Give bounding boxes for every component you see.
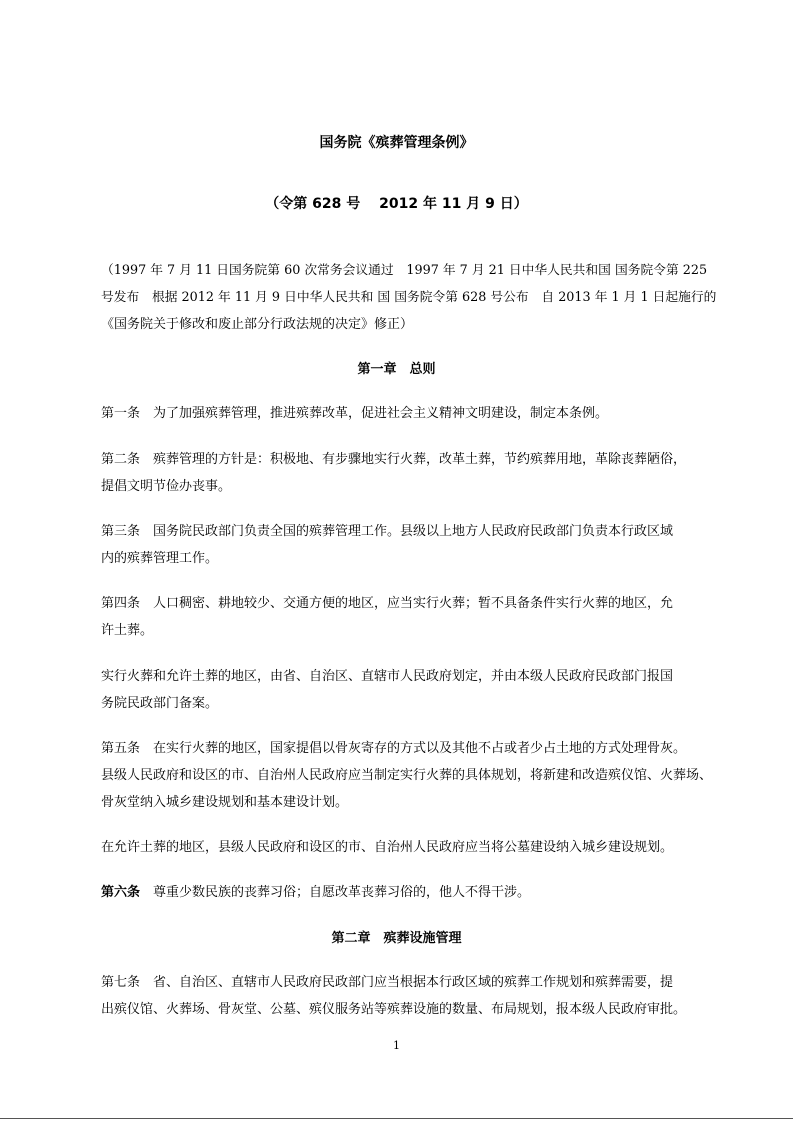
document-subtitle: （令第 628 号 2012 年 11 月 9 日）	[265, 196, 528, 212]
article-6	[101, 884, 530, 901]
article-4-line-2: 许土葬。	[101, 623, 154, 638]
page-bottom-edge	[0, 1118, 793, 1119]
article-6-label: 第六条	[101, 885, 141, 900]
preamble-line-2: 号发布 根据 2012 年 11 月 9 日中华人民共和 国 国务院令第 628 号公布 自 2013 年 1 月 1 日起施行的	[101, 290, 717, 305]
chapter-2-heading: 第二章 殡葬设施管理	[331, 931, 462, 946]
article-6-text: 尊重少数民族的丧葬习俗；自愿改革丧葬习俗的，他人不得干涉。	[140, 885, 531, 900]
article-2-line-2: 提倡文明节俭办丧事。	[101, 479, 232, 494]
article-4b-line-2: 务院民政部门备案。	[101, 696, 219, 711]
article-2-line-1: 第二条 殡葬管理的方针是：积极地、有步骤地实行火葬，改革土葬，节约殡葬用地，革除丧葬陋俗，	[101, 452, 687, 467]
article-5-line-1: 第五条 在实行火葬的地区，国家提倡以骨灰寄存的方式以及其他不占或者少占土地的方式处理骨灰。	[101, 741, 687, 756]
preamble-line-3: 《国务院关于修改和废止部分行政法规的决定》修正）	[101, 317, 414, 332]
article-3-line-2: 内的殡葬管理工作。	[101, 551, 219, 566]
article-4-line-1: 第四条 人口稠密、耕地较少、交通方便的地区，应当实行火葬；暂不具备条件实行火葬的地区，允	[101, 596, 674, 611]
article-4b-line-1: 实行火葬和允许土葬的地区，由省、自治区、直辖市人民政府划定，并由本级人民政府民政部门报国	[101, 669, 674, 684]
page-number: 1	[393, 1039, 400, 1052]
article-5b: 在允许土葬的地区，县级人民政府和设区的市、自治州人民政府应当将公墓建设纳入城乡建设规划。	[101, 840, 674, 855]
preamble-line-1: （1997 年 7 月 11 日国务院第 60 次常务会议通过 1997 年 7 月 21 日中华人民共和国 国务院令第 225	[101, 263, 708, 278]
document-title: 国务院《殡葬管理条例》	[319, 135, 474, 151]
article-5-line-3: 骨灰堂纳入城乡建设规划和基本建设计划。	[101, 795, 349, 810]
article-7-line-1: 第七条 省、自治区、直辖市人民政府民政部门应当根据本行政区域的殡葬工作规划和殡葬需要，提	[101, 975, 674, 990]
article-1: 第一条 为了加强殡葬管理，推进殡葬改革，促进社会主义精神文明建设，制定本条例。	[101, 406, 609, 421]
article-5-line-2: 县级人民政府和设区的市、自治州人民政府应当制定实行火葬的具体规划，将新建和改造殡仪馆、火葬场、	[101, 768, 713, 783]
chapter-1-heading: 第一章 总则	[357, 362, 436, 377]
article-7-line-2: 出殡仪馆、火葬场、骨灰堂、公墓、殡仪服务站等殡葬设施的数量、布局规划，报本级人民政府审批。	[101, 1002, 687, 1017]
article-3-line-1: 第三条 国务院民政部门负责全国的殡葬管理工作。县级以上地方人民政府民政部门负责本行政区域	[101, 524, 674, 539]
